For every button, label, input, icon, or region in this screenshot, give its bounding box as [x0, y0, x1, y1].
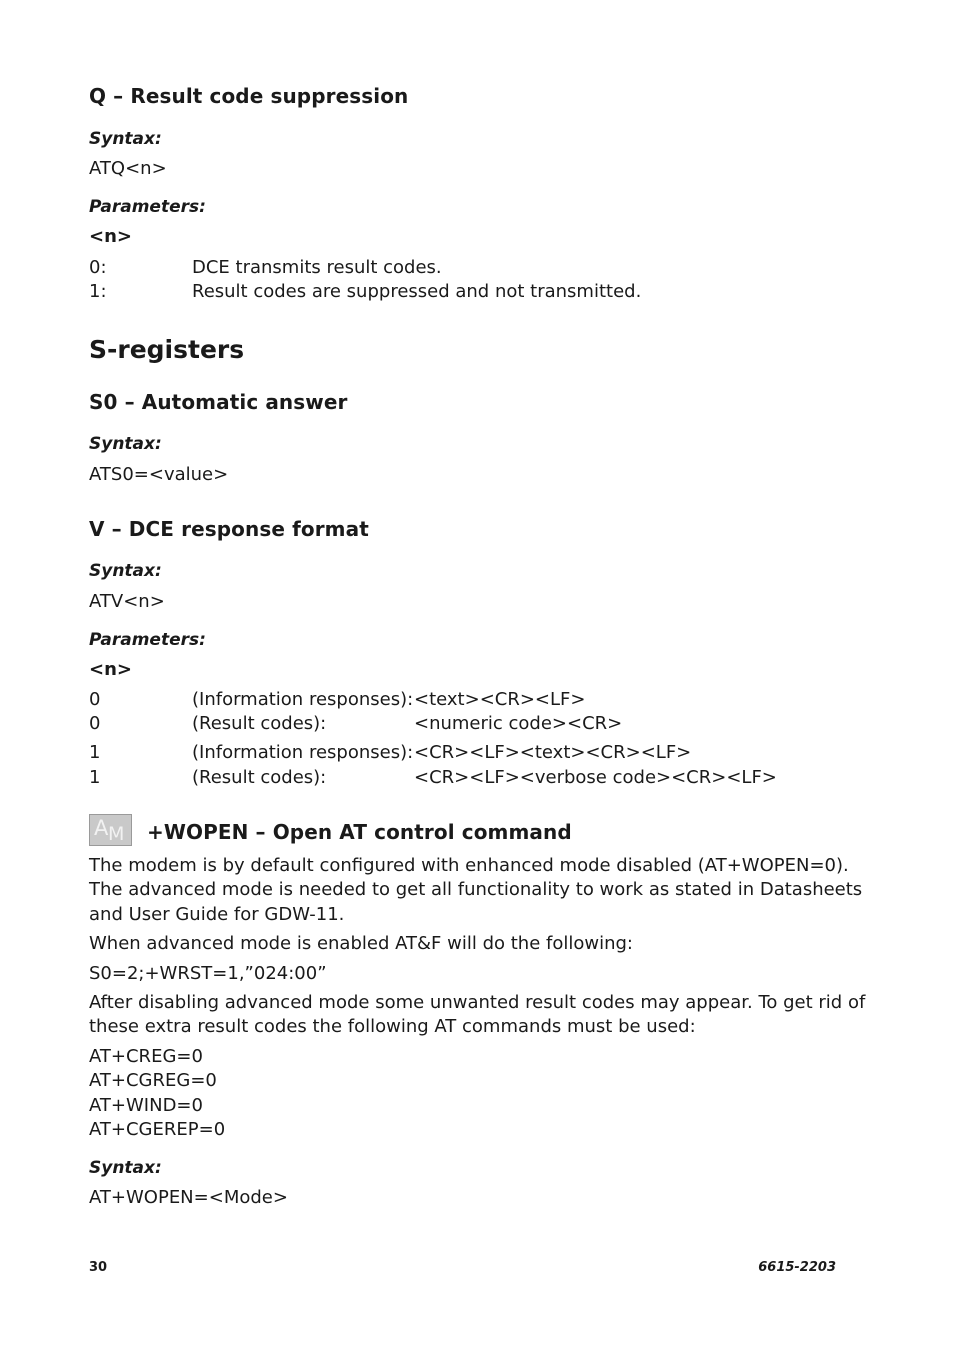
q-row-0-key: 0:: [89, 257, 107, 278]
advanced-mode-icon-letter-m: M: [108, 823, 125, 845]
v-param-name: <n>: [89, 659, 132, 680]
q-section-title: Q – Result code suppression: [89, 84, 409, 108]
q-parameters-label: Parameters:: [89, 197, 206, 217]
wopen-para2: When advanced mode is enabled AT&F will do the following:: [89, 933, 633, 954]
v-row-1-format: <numeric code><CR>: [414, 713, 623, 734]
wopen-para4-line1: After disabling advanced mode some unwanted result codes may appear. To get rid of: [89, 992, 866, 1013]
wopen-para4-line2: these extra result codes the following AT commands must be used:: [89, 1016, 696, 1037]
wopen-para3: S0=2;+WRST=1,”024:00”: [89, 963, 327, 984]
v-syntax-value: ATV<n>: [89, 591, 165, 612]
v-section-title: V – DCE response format: [89, 517, 369, 541]
v-syntax-label: Syntax:: [89, 561, 162, 581]
q-row-1-key: 1:: [89, 281, 107, 302]
v-row-2-key: 1: [89, 742, 101, 763]
v-row-2-type: (Information responses):: [192, 742, 414, 763]
s-registers-heading: S-registers: [89, 335, 245, 364]
v-row-3-format: <CR><LF><verbose code><CR><LF>: [414, 767, 777, 788]
document-number: 6615-2203: [758, 1260, 836, 1275]
wopen-command-1: AT+CREG=0: [89, 1046, 203, 1067]
q-syntax-value: ATQ<n>: [89, 158, 167, 179]
v-row-1-key: 0: [89, 713, 101, 734]
wopen-para1-line1: The modem is by default configured with enhanced mode disabled (AT+WOPEN=0).: [89, 855, 849, 876]
page-number: 30: [89, 1260, 108, 1275]
v-row-0-format: <text><CR><LF>: [414, 689, 586, 710]
wopen-syntax-label: Syntax:: [89, 1158, 162, 1178]
q-row-1-desc: Result codes are suppressed and not transmitted.: [192, 281, 642, 302]
v-row-0-key: 0: [89, 689, 101, 710]
wopen-para1-line2: The advanced mode is needed to get all functionality to work as stated in Datasheets: [89, 879, 863, 900]
wopen-command-3: AT+WIND=0: [89, 1095, 203, 1116]
s0-section-title: S0 – Automatic answer: [89, 390, 348, 414]
v-row-3-key: 1: [89, 767, 101, 788]
wopen-section-title: +WOPEN – Open AT control command: [147, 820, 572, 844]
v-parameters-label: Parameters:: [89, 630, 206, 650]
q-row-0-desc: DCE transmits result codes.: [192, 257, 442, 278]
v-row-2-format: <CR><LF><text><CR><LF>: [414, 742, 692, 763]
q-syntax-label: Syntax:: [89, 129, 162, 149]
advanced-mode-icon-letter-a: A: [94, 816, 109, 840]
s0-syntax-value: ATS0=<value>: [89, 464, 229, 485]
wopen-command-4: AT+CGEREP=0: [89, 1119, 226, 1140]
v-row-0-type: (Information responses):: [192, 689, 414, 710]
wopen-syntax-value: AT+WOPEN=<Mode>: [89, 1187, 288, 1208]
advanced-mode-icon: [89, 814, 132, 846]
wopen-para1-line3: and User Guide for GDW-11.: [89, 904, 345, 925]
q-param-name: <n>: [89, 226, 132, 247]
s0-syntax-label: Syntax:: [89, 434, 162, 454]
wopen-command-2: AT+CGREG=0: [89, 1070, 217, 1091]
v-row-3-type: (Result codes):: [192, 767, 327, 788]
v-row-1-type: (Result codes):: [192, 713, 327, 734]
